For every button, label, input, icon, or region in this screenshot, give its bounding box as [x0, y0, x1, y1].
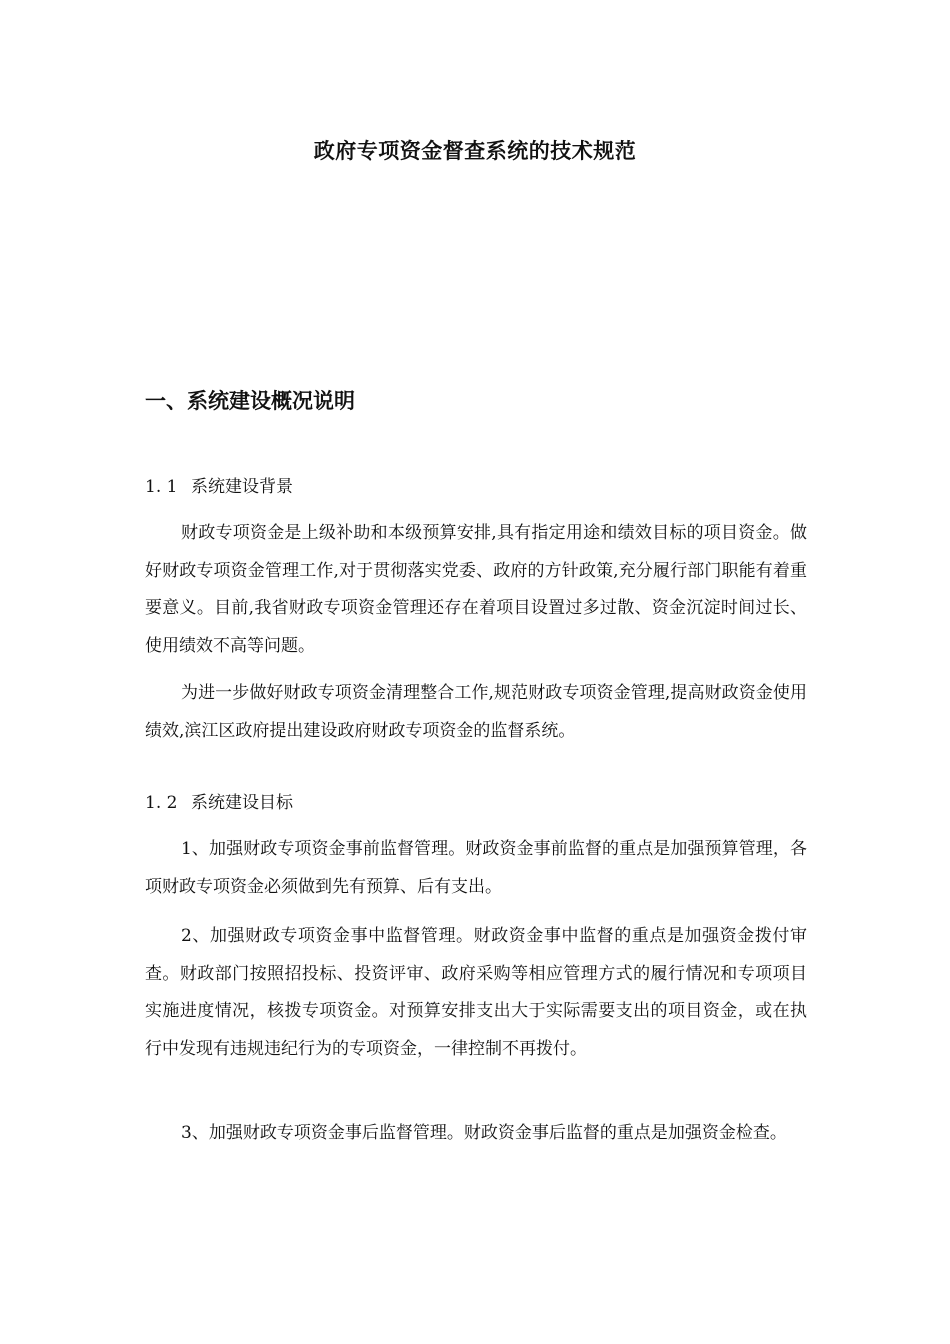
section-heading: 一、系统建设概况说明	[145, 388, 355, 413]
paragraph-goal-1: 1、加强财政专项资金事前监督管理。财政资金事前监督的重点是加强预算管理，各项财政专项资金必须做到先有预算、后有支出。	[145, 839, 807, 897]
paragraph-goal-3: 3、加强财政专项资金事后监督管理。财政资金事后监督的重点是加强资金检查。	[181, 1123, 787, 1143]
paragraph-goal-2: 2、加强财政专项资金事中监督管理。财政资金事中监督的重点是加强资金拨付审查。财政部门按照招投标、投资评审、政府采购等相应管理方式的履行情况和专项项目实施进度情况，核拨专项资金。对预算安排支出大于实际需要支出的项目资金，或在执行中发现有违规违纪行为的专项资金，一律控制不再拨付。	[145, 926, 807, 1059]
document-title: 政府专项资金督查系统的技术规范	[313, 138, 637, 163]
subsection-number: 1. 2	[145, 793, 178, 813]
paragraph-background-1: 财政专项资金是上级补助和本级预算安排,具有指定用途和绩效目标的项目资金。做好财政专项资金管理工作,对于贯彻落实党委、政府的方针政策,充分履行部门职能有着重要意义。目前,我省财政专项资金管理还存在着项目设置过多过散、资金沉淀时间过长、使用绩效不高等问题。	[145, 523, 807, 656]
paragraph-background-2: 为进一步做好财政专项资金清理整合工作,规范财政专项资金管理,提高财政资金使用绩效,滨江区政府提出建设政府财政专项资金的监督系统。	[145, 683, 807, 741]
subsection-title: 系统建设背景	[191, 477, 293, 497]
subsection-number: 1. 1	[145, 477, 178, 497]
subsection-heading-goals	[145, 789, 293, 817]
subsection-heading-background	[145, 473, 293, 501]
subsection-title: 系统建设目标	[191, 793, 293, 813]
